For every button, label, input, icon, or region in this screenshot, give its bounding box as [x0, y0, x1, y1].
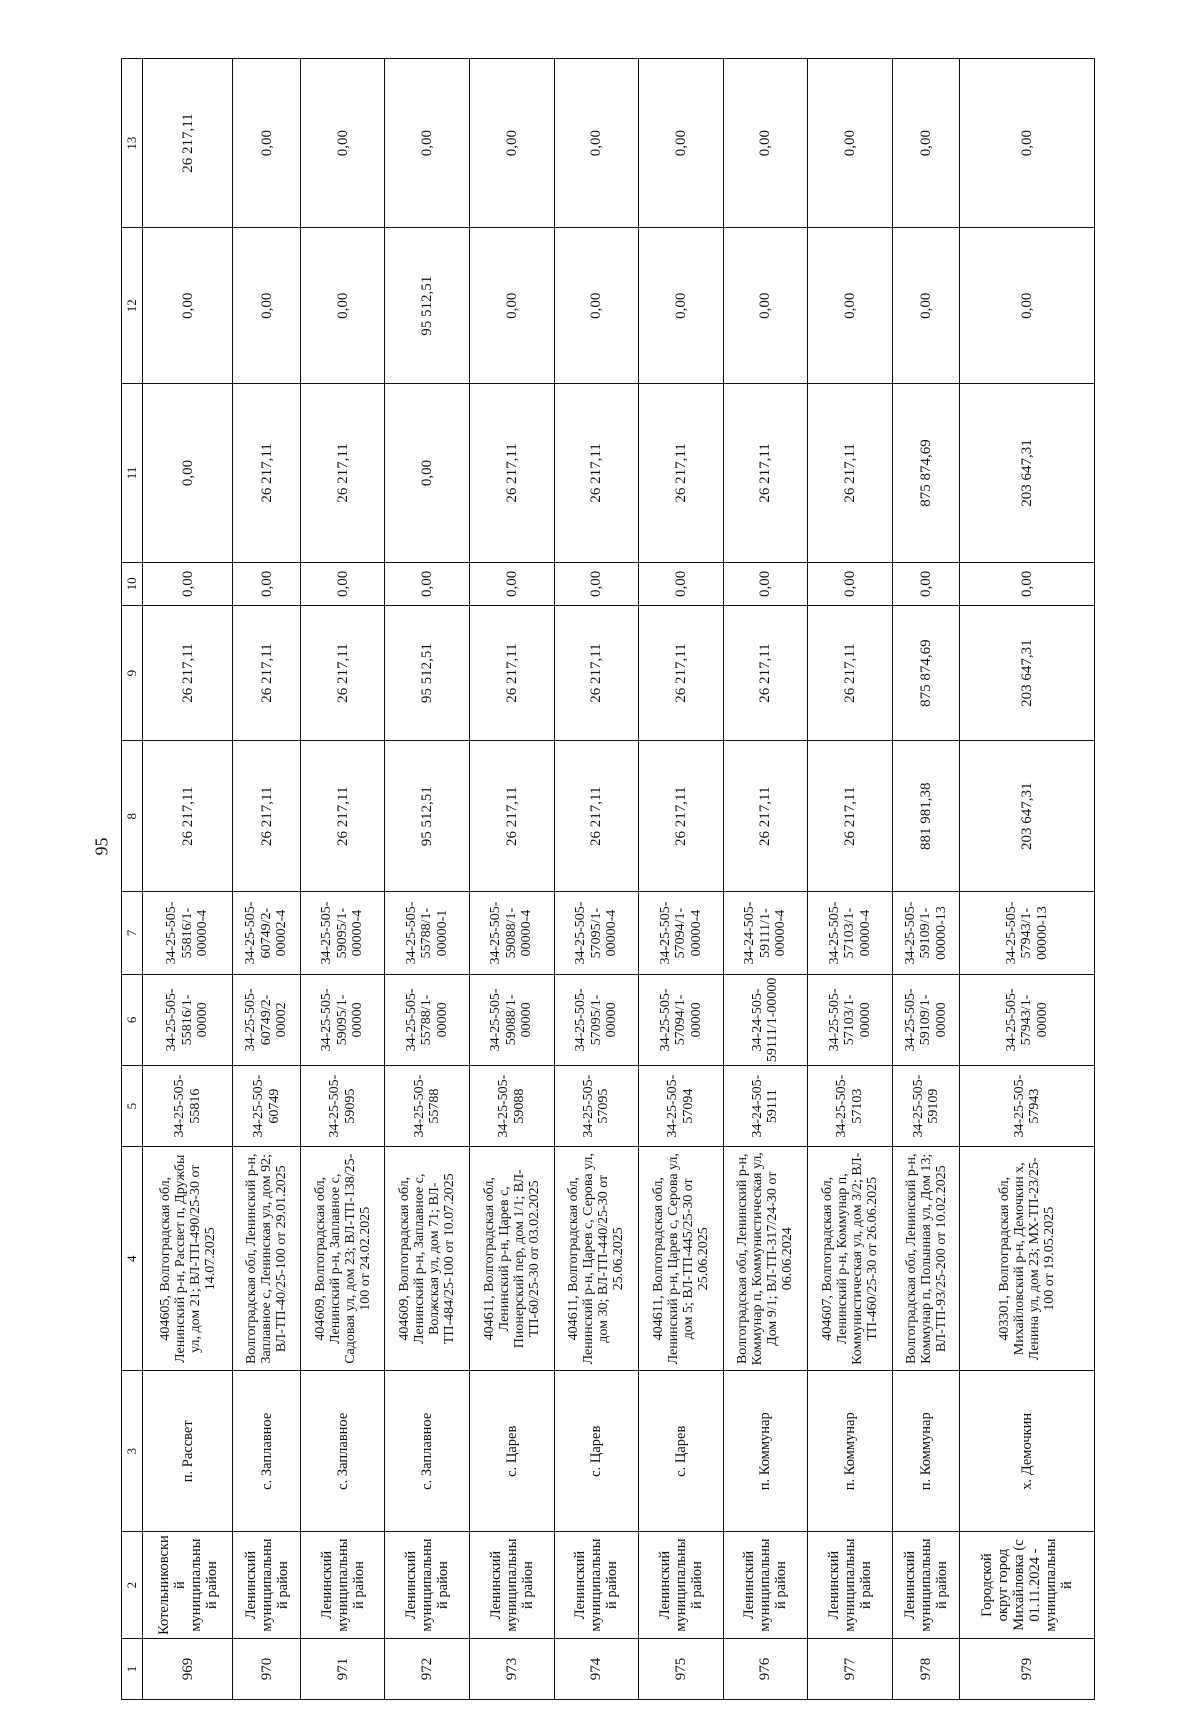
amount-col13-cell: 0,00 [554, 59, 639, 228]
object-code-cell: 34-25-505-59095/1-00000 [300, 974, 385, 1066]
row-number: 979 [960, 1638, 1095, 1699]
object-code-cell: 34-25-505-57094/1-00000 [639, 974, 724, 1066]
row-number: 975 [639, 1638, 724, 1699]
column-number-11: 11 [122, 384, 143, 562]
object-code-cell: 34-25-505-55816/1-00000 [143, 974, 233, 1066]
page-number: 95 [91, 837, 112, 856]
table-row [554, 59, 639, 1700]
table-row [723, 59, 808, 1700]
address-cell: 404611, Волгоградская обл, Ленинский р-н, Царев с, Пионерский пер, дом 1/1; ВЛ-ТП-60/25-30 от 03.02.2025 [469, 1147, 554, 1371]
address-cell: 403301, Волгоградская обл, Михайловский р-н, Демочкин х, Ленина ул, дом 23; МХ-ТП-23/25-100 от 19.05.2025 [960, 1147, 1095, 1371]
amount-col9-cell: 26 217,11 [469, 606, 554, 741]
registry-table-frame [121, 58, 1095, 1700]
table-row [960, 59, 1095, 1700]
column-number-7: 7 [122, 892, 143, 974]
district-cell: Ленинский муниципальный район [300, 1532, 385, 1639]
amount-col10-cell: 0,00 [808, 562, 893, 605]
amount-col12-cell: 0,00 [892, 228, 960, 384]
amount-col8-cell: 26 217,11 [554, 741, 639, 892]
district-cell: Ленинский муниципальный район [892, 1532, 960, 1639]
amount-col12-cell: 0,00 [469, 228, 554, 384]
item-code-cell: 34-25-505-57103/1-00000-4 [808, 892, 893, 974]
row-number: 977 [808, 1638, 893, 1699]
row-number: 978 [892, 1638, 960, 1699]
registry-table [121, 58, 1095, 1700]
amount-col13-cell: 0,00 [233, 59, 301, 228]
district-cell: Ленинский муниципальный район [469, 1532, 554, 1639]
locality-cell: с. Царев [469, 1371, 554, 1532]
locality-cell: с. Царев [639, 1371, 724, 1532]
amount-col11-cell: 26 217,11 [233, 384, 301, 562]
amount-col10-cell: 0,00 [385, 562, 470, 605]
table-row [808, 59, 893, 1700]
amount-col9-cell: 95 512,51 [385, 606, 470, 741]
cadastral-code-cell: 34-25-505-59109 [892, 1066, 960, 1147]
table-row [469, 59, 554, 1700]
table-row [892, 59, 960, 1700]
item-code-cell: 34-25-505-55816/1-00000-4 [143, 892, 233, 974]
column-number-8: 8 [122, 741, 143, 892]
cadastral-code-cell: 34-25-505-55788 [385, 1066, 470, 1147]
object-code-cell: 34-24-505-59111/1-00000 [723, 974, 808, 1066]
amount-col8-cell: 26 217,11 [808, 741, 893, 892]
amount-col10-cell: 0,00 [143, 562, 233, 605]
item-code-cell: 34-25-505-59088/1-00000-4 [469, 892, 554, 974]
column-number-1: 1 [122, 1638, 143, 1699]
column-number-4: 4 [122, 1147, 143, 1371]
column-number-13: 13 [122, 59, 143, 228]
locality-cell: п. Рассвет [143, 1371, 233, 1532]
row-number: 971 [300, 1638, 385, 1699]
amount-col10-cell: 0,00 [469, 562, 554, 605]
amount-col9-cell: 875 874,69 [892, 606, 960, 741]
column-number-row [122, 59, 143, 1700]
amount-col8-cell: 26 217,11 [469, 741, 554, 892]
locality-cell: п. Коммунар [892, 1371, 960, 1532]
amount-col9-cell: 26 217,11 [233, 606, 301, 741]
amount-col11-cell: 26 217,11 [723, 384, 808, 562]
address-cell: 404607, Волгоградская обл, Ленинский р-н, Коммунар п, Коммунистическая ул, дом 3/2; ВЛ-ТП-460/25-30 от 26.06.2025 [808, 1147, 893, 1371]
amount-col9-cell: 203 647,31 [960, 606, 1095, 741]
amount-col11-cell: 203 647,31 [960, 384, 1095, 562]
district-cell: Ленинский муниципальный район [385, 1532, 470, 1639]
cadastral-code-cell: 34-25-505-57103 [808, 1066, 893, 1147]
amount-col10-cell: 0,00 [960, 562, 1095, 605]
amount-col11-cell: 26 217,11 [554, 384, 639, 562]
amount-col12-cell: 95 512,51 [385, 228, 470, 384]
column-number-12: 12 [122, 228, 143, 384]
amount-col9-cell: 26 217,11 [300, 606, 385, 741]
cadastral-code-cell: 34-25-505-57095 [554, 1066, 639, 1147]
amount-col13-cell: 0,00 [639, 59, 724, 228]
amount-col13-cell: 0,00 [385, 59, 470, 228]
amount-col8-cell: 26 217,11 [233, 741, 301, 892]
amount-col12-cell: 0,00 [808, 228, 893, 384]
district-cell: Ленинский муниципальный район [233, 1532, 301, 1639]
amount-col13-cell: 0,00 [469, 59, 554, 228]
locality-cell: с. Заплавное [300, 1371, 385, 1532]
amount-col9-cell: 26 217,11 [639, 606, 724, 741]
amount-col13-cell: 0,00 [723, 59, 808, 228]
row-number: 972 [385, 1638, 470, 1699]
object-code-cell: 34-25-505-57095/1-00000 [554, 974, 639, 1066]
district-cell: Ленинский муниципальный район [554, 1532, 639, 1639]
amount-col13-cell: 0,00 [960, 59, 1095, 228]
district-cell: Котельниковский муниципальный район [143, 1532, 233, 1639]
address-cell: 404605, Волгоградская обл, Ленинский р-н, Рассвет п, Дружбы ул, дом 21; ВЛ-ТП-490/25-30 от 14.07.2025 [143, 1147, 233, 1371]
address-cell: Волгоградская обл, Ленинский р-н, Заплавное с, Ленинская ул, дом 92; ВЛ-ТП-40/25-100 от 29.01.2025 [233, 1147, 301, 1371]
amount-col13-cell: 26 217,11 [143, 59, 233, 228]
amount-col10-cell: 0,00 [554, 562, 639, 605]
cadastral-code-cell: 34-24-505-59111 [723, 1066, 808, 1147]
column-number-6: 6 [122, 974, 143, 1066]
table-row [639, 59, 724, 1700]
amount-col8-cell: 26 217,11 [300, 741, 385, 892]
amount-col10-cell: 0,00 [723, 562, 808, 605]
object-code-cell: 34-25-505-57103/1-00000 [808, 974, 893, 1066]
address-cell: 404609, Волгоградская обл, Ленинский р-н, Заплавное с, Садовая ул, дом 23; ВЛ-ТП-138/25-100 от 24.02.2025 [300, 1147, 385, 1371]
object-code-cell: 34-25-505-57943/1-00000 [960, 974, 1095, 1066]
item-code-cell: 34-25-505-57095/1-00000-4 [554, 892, 639, 974]
locality-cell: х. Демочкин [960, 1371, 1095, 1532]
amount-col13-cell: 0,00 [808, 59, 893, 228]
object-code-cell: 34-25-505-59109/1-00000 [892, 974, 960, 1066]
column-number-9: 9 [122, 606, 143, 741]
amount-col9-cell: 26 217,11 [143, 606, 233, 741]
row-number: 973 [469, 1638, 554, 1699]
district-cell: Ленинский муниципальный район [723, 1532, 808, 1639]
district-cell: Ленинский муниципальный район [639, 1532, 724, 1639]
item-code-cell: 34-25-505-59109/1-00000-13 [892, 892, 960, 974]
amount-col12-cell: 0,00 [639, 228, 724, 384]
amount-col13-cell: 0,00 [300, 59, 385, 228]
address-cell: 404611, Волгоградская обл, Ленинский р-н, Царев с, Серова ул, дом 30; ВЛ-ТП-440/25-30 от 25.06.2025 [554, 1147, 639, 1371]
amount-col12-cell: 0,00 [233, 228, 301, 384]
amount-col10-cell: 0,00 [892, 562, 960, 605]
item-code-cell: 34-25-505-57943/1-00000-13 [960, 892, 1095, 974]
amount-col12-cell: 0,00 [300, 228, 385, 384]
cadastral-code-cell: 34-25-505-59088 [469, 1066, 554, 1147]
item-code-cell: 34-25-505-57094/1-00000-4 [639, 892, 724, 974]
table-row [385, 59, 470, 1700]
column-number-3: 3 [122, 1371, 143, 1532]
row-number: 969 [143, 1638, 233, 1699]
amount-col11-cell: 26 217,11 [639, 384, 724, 562]
item-code-cell: 34-25-505-59095/1-00000-4 [300, 892, 385, 974]
amount-col8-cell: 881 981,38 [892, 741, 960, 892]
locality-cell: п. Коммунар [808, 1371, 893, 1532]
amount-col12-cell: 0,00 [143, 228, 233, 384]
amount-col8-cell: 203 647,31 [960, 741, 1095, 892]
cadastral-code-cell: 34-25-505-59095 [300, 1066, 385, 1147]
amount-col9-cell: 26 217,11 [723, 606, 808, 741]
amount-col8-cell: 95 512,51 [385, 741, 470, 892]
amount-col8-cell: 26 217,11 [723, 741, 808, 892]
amount-col11-cell: 26 217,11 [469, 384, 554, 562]
item-code-cell: 34-25-505-55788/1-00000-1 [385, 892, 470, 974]
address-cell: 404611, Волгоградская обл, Ленинский р-н, Царев с, Серова ул, дом 5; ВЛ-ТП-445/25-30 от 25.06.2025 [639, 1147, 724, 1371]
column-number-2: 2 [122, 1532, 143, 1639]
cadastral-code-cell: 34-25-505-60749 [233, 1066, 301, 1147]
district-cell: Городской округ город Михайловка (с 01.11.2024 - муниципальный [960, 1532, 1095, 1639]
cadastral-code-cell: 34-25-505-57094 [639, 1066, 724, 1147]
amount-col8-cell: 26 217,11 [143, 741, 233, 892]
address-cell: 404609, Волгоградская обл, Ленинский р-н, Заплавное с, Волжская ул, дом 71; ВЛ-ТП-484/25-100 от 10.07.2025 [385, 1147, 470, 1371]
amount-col11-cell: 26 217,11 [300, 384, 385, 562]
object-code-cell: 34-25-505-55788/1-00000 [385, 974, 470, 1066]
locality-cell: с. Заплавное [233, 1371, 301, 1532]
column-number-10: 10 [122, 562, 143, 605]
amount-col9-cell: 26 217,11 [554, 606, 639, 741]
table-row [143, 59, 233, 1700]
district-cell: Ленинский муниципальный район [808, 1532, 893, 1639]
amount-col13-cell: 0,00 [892, 59, 960, 228]
table-row [233, 59, 301, 1700]
locality-cell: с. Заплавное [385, 1371, 470, 1532]
amount-col10-cell: 0,00 [639, 562, 724, 605]
amount-col12-cell: 0,00 [960, 228, 1095, 384]
amount-col9-cell: 26 217,11 [808, 606, 893, 741]
amount-col10-cell: 0,00 [233, 562, 301, 605]
table-row [300, 59, 385, 1700]
amount-col11-cell: 875 874,69 [892, 384, 960, 562]
amount-col11-cell: 0,00 [385, 384, 470, 562]
row-number: 976 [723, 1638, 808, 1699]
amount-col11-cell: 26 217,11 [808, 384, 893, 562]
address-cell: Волгоградская обл, Ленинский р-н, Коммунар п, Полынная ул, Дом 13; ВЛ-ТП-93/25-200 от 10.02.2025 [892, 1147, 960, 1371]
row-number: 974 [554, 1638, 639, 1699]
cadastral-code-cell: 34-25-505-57943 [960, 1066, 1095, 1147]
amount-col12-cell: 0,00 [554, 228, 639, 384]
object-code-cell: 34-25-505-60749/2-00002 [233, 974, 301, 1066]
item-code-cell: 34-24-505-59111/1-00000-4 [723, 892, 808, 974]
row-number: 970 [233, 1638, 301, 1699]
amount-col12-cell: 0,00 [723, 228, 808, 384]
amount-col11-cell: 0,00 [143, 384, 233, 562]
amount-col10-cell: 0,00 [300, 562, 385, 605]
cadastral-code-cell: 34-25-505-55816 [143, 1066, 233, 1147]
locality-cell: с. Царев [554, 1371, 639, 1532]
column-number-5: 5 [122, 1066, 143, 1147]
object-code-cell: 34-25-505-59088/1-00000 [469, 974, 554, 1066]
address-cell: Волгоградская обл, Ленинский р-н, Коммунар п, Коммунистическая ул, Дом 9/1; ВЛ-ТП-317/24-30 от 06.06.2024 [723, 1147, 808, 1371]
locality-cell: п. Коммунар [723, 1371, 808, 1532]
item-code-cell: 34-25-505-60749/2-00002-4 [233, 892, 301, 974]
table-body [122, 59, 1095, 1700]
amount-col8-cell: 26 217,11 [639, 741, 724, 892]
